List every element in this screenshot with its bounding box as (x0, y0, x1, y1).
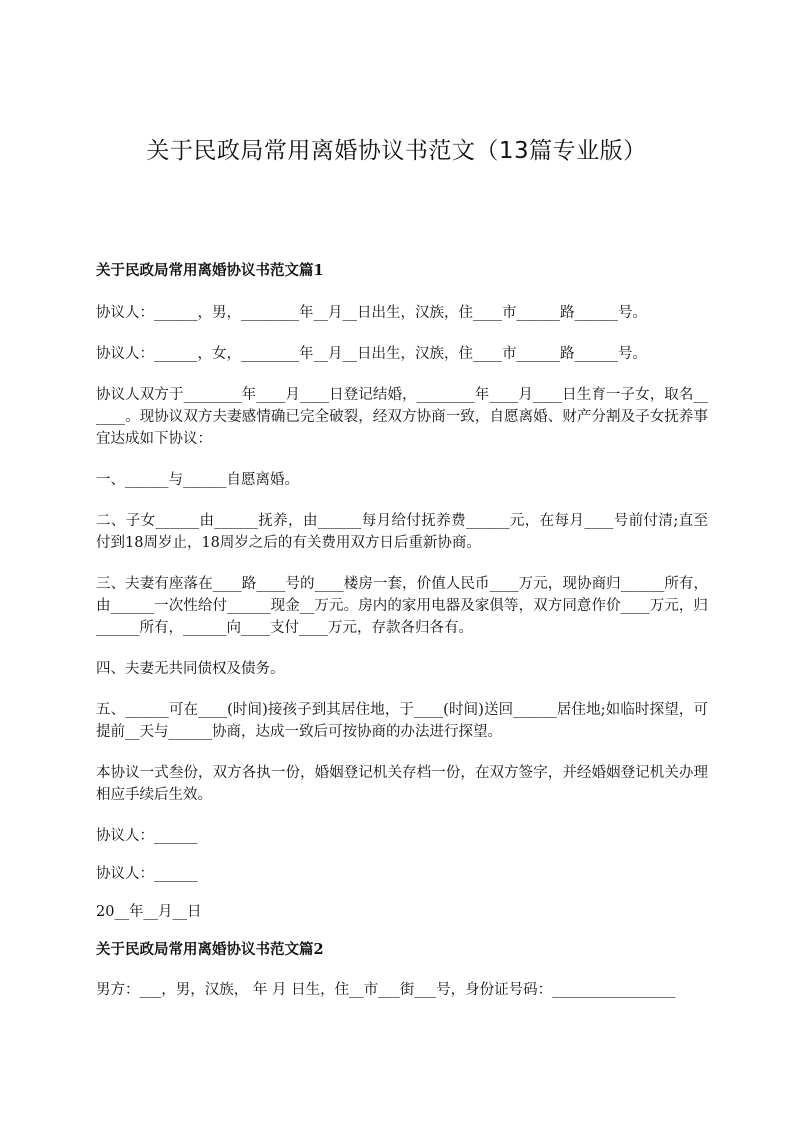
male-party-paragraph: 男方：___，男，汉族， 年 月 日生，住__市___街___号，身份证号码：_________________ (96, 982, 676, 998)
date-line: 20__年__月__日 (96, 904, 202, 920)
clause-4-paragraph: 四、夫妻无共同债权及债务。 (96, 661, 285, 677)
section-2-heading: 关于民政局常用离婚协议书范文篇2 (96, 941, 324, 958)
signature-line-2: 协议人：______ (96, 866, 198, 882)
party-1-paragraph: 协议人：______，男，________年__月__日出生，汉族，住____市______路______号。 (96, 305, 647, 321)
document-body (96, 260, 708, 1001)
clause-5-paragraph: 五、______可在____(时间)接孩子到其居住地，于____(时间)送回______居住地;如临时探望，可提前__天与______协商，达成一致后可按协商的办法进行探望。 (96, 702, 708, 740)
clause-3-paragraph: 三、夫妻有座落在____路____号的____楼房一套，价值人民币____万元，现协商归______所有，由______一次性给付______现金__万元。房内的家用电器及家俱等，双方同意作价____万元，归______所有，______向____支付____万元，存款各归各有。 (96, 576, 708, 636)
party-2-paragraph: 协议人：______，女，________年__月__日出生，汉族，住____市______路______号。 (96, 346, 647, 362)
clause-2-paragraph: 二、子女______由______抚养，由______每月给付抚养费______元，在每月____号前付清;直至付到18周岁止，18周岁之后的有关费用双方日后重新协商。 (96, 513, 708, 551)
marriage-paragraph: 协议人双方于________年____月____日登记结婚，________年____月____日生育一子女，取名______。现协议双方夫妻感情确已完全破裂，经双方协商一致，自愿离婚、财产分割及子女抚养事宜达成如下协议： (96, 387, 708, 447)
effect-paragraph: 本协议一式叁份，双方各执一份，婚姻登记机关存档一份，在双方签字，并经婚姻登记机关办理相应手续后生效。 (96, 765, 708, 803)
section-1-heading: 关于民政局常用离婚协议书范文篇1 (96, 262, 324, 279)
document-title: 关于民政局常用离婚协议书范文（13篇专业版） (146, 138, 647, 164)
signature-line-1: 协议人：______ (96, 828, 198, 844)
clause-1-paragraph: 一、______与______自愿离婚。 (96, 472, 299, 488)
